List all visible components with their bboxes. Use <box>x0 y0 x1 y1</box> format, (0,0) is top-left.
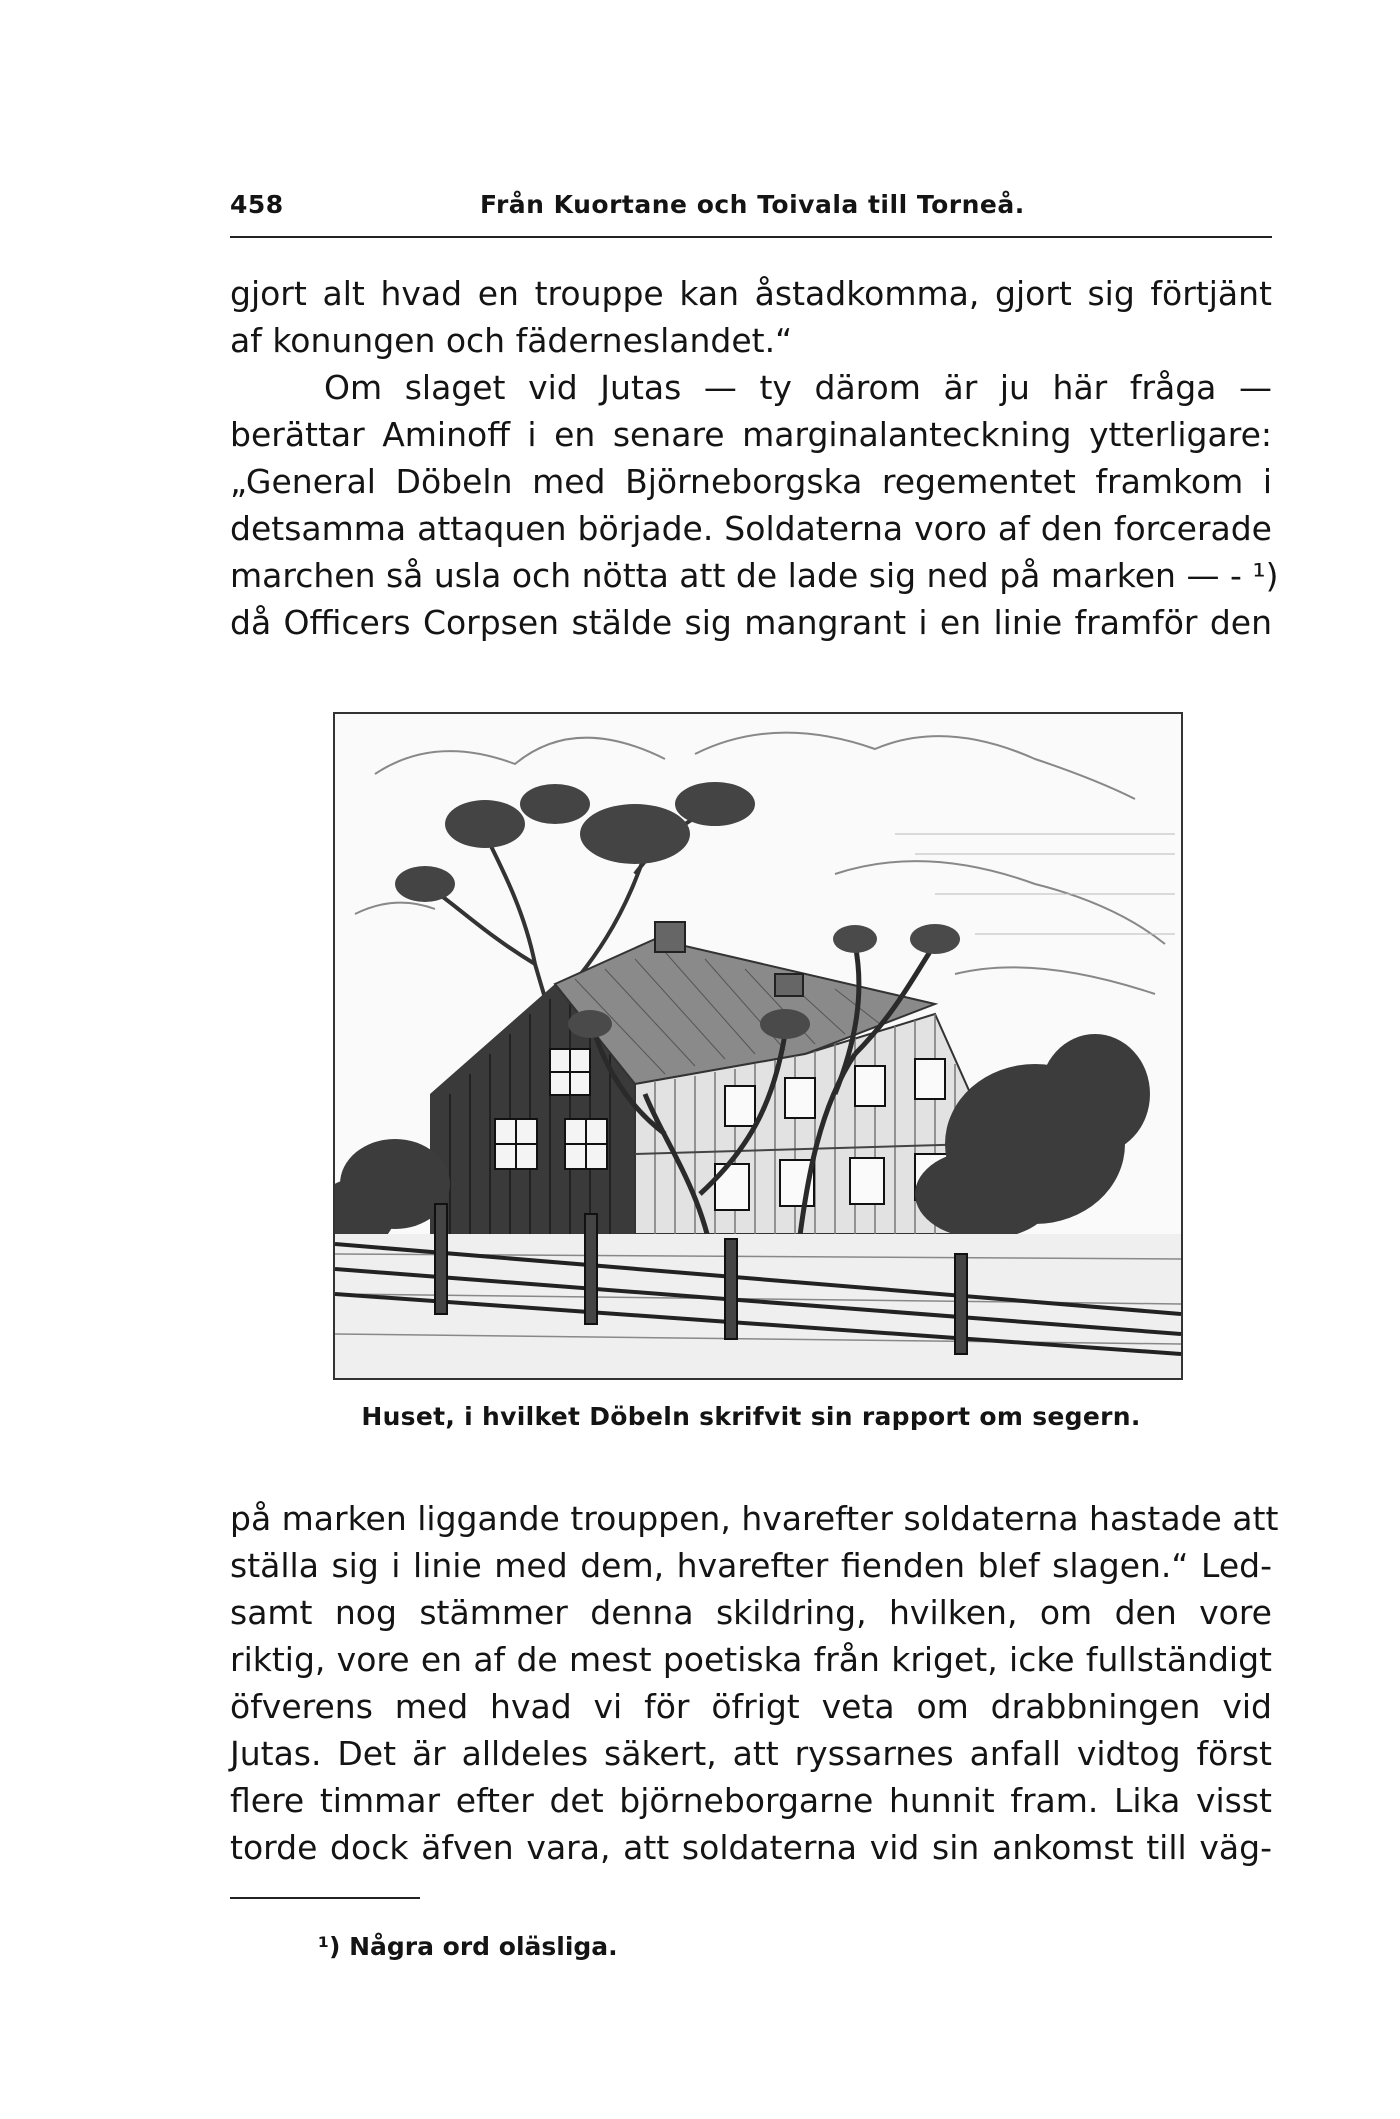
page-number: 458 <box>230 190 284 219</box>
running-header <box>230 180 1272 236</box>
text-line: Om slaget vid Jutas — ty därom är ju här fråga — <box>324 368 1272 407</box>
footnote: ¹) Några ord oläsliga. <box>318 1932 618 1961</box>
text-line: riktig, vore en af de mest poetiska från kriget, icke fullständigt <box>230 1640 1272 1679</box>
text-line: torde dock äfven vara, att soldaterna vid sin ankomst till väg- <box>230 1828 1272 1867</box>
text-line: ställa sig i linie med dem, hvarefter fienden blef slagen.“ Led- <box>230 1546 1272 1585</box>
figure-caption: Huset, i hvilket Döbeln skrifvit sin rapport om segern. <box>361 1402 1141 1431</box>
text-line: flere timmar efter det björneborgarne hunnit fram. Lika visst <box>230 1781 1272 1820</box>
running-title: Från Kuortane och Toivala till Torneå. <box>480 190 1025 219</box>
text-line: Jutas. Det är alldeles säkert, att ryssarnes anfall vidtog först <box>230 1734 1272 1773</box>
text-line: gjort alt hvad en trouppe kan åstadkomma, gjort sig förtjänt <box>230 274 1272 313</box>
text-line: berättar Aminoff i en senare marginalanteckning ytterligare: <box>230 415 1272 454</box>
text-line: af konungen och fäderneslandet.“ <box>230 321 793 360</box>
footnote-rule <box>230 1897 420 1899</box>
header-rule <box>230 236 1272 238</box>
text-line: på marken liggande trouppen, hvarefter soldaterna hastade att <box>230 1499 1279 1538</box>
paragraph-2 <box>230 1495 1279 1871</box>
text-line: detsamma attaquen började. Soldaterna voro af den forcerade <box>230 509 1272 548</box>
text-line: samt nog stämmer denna skildring, hvilken, om den vore <box>230 1593 1272 1632</box>
text-line: öfverens med hvad vi för öfrigt veta om drabbningen vid <box>230 1687 1272 1726</box>
text-line: då Officers Corpsen stälde sig mangrant i en linie framför den <box>230 603 1272 642</box>
house-illustration <box>333 712 1183 1380</box>
text-line: „General Döbeln med Björneborgska regementet framkom i <box>230 462 1272 501</box>
paragraph-1 <box>230 270 1279 646</box>
text-line: marchen så usla och nötta att de lade sig ned på marken — - ¹) <box>230 556 1279 595</box>
house-drawing <box>335 714 1181 1378</box>
